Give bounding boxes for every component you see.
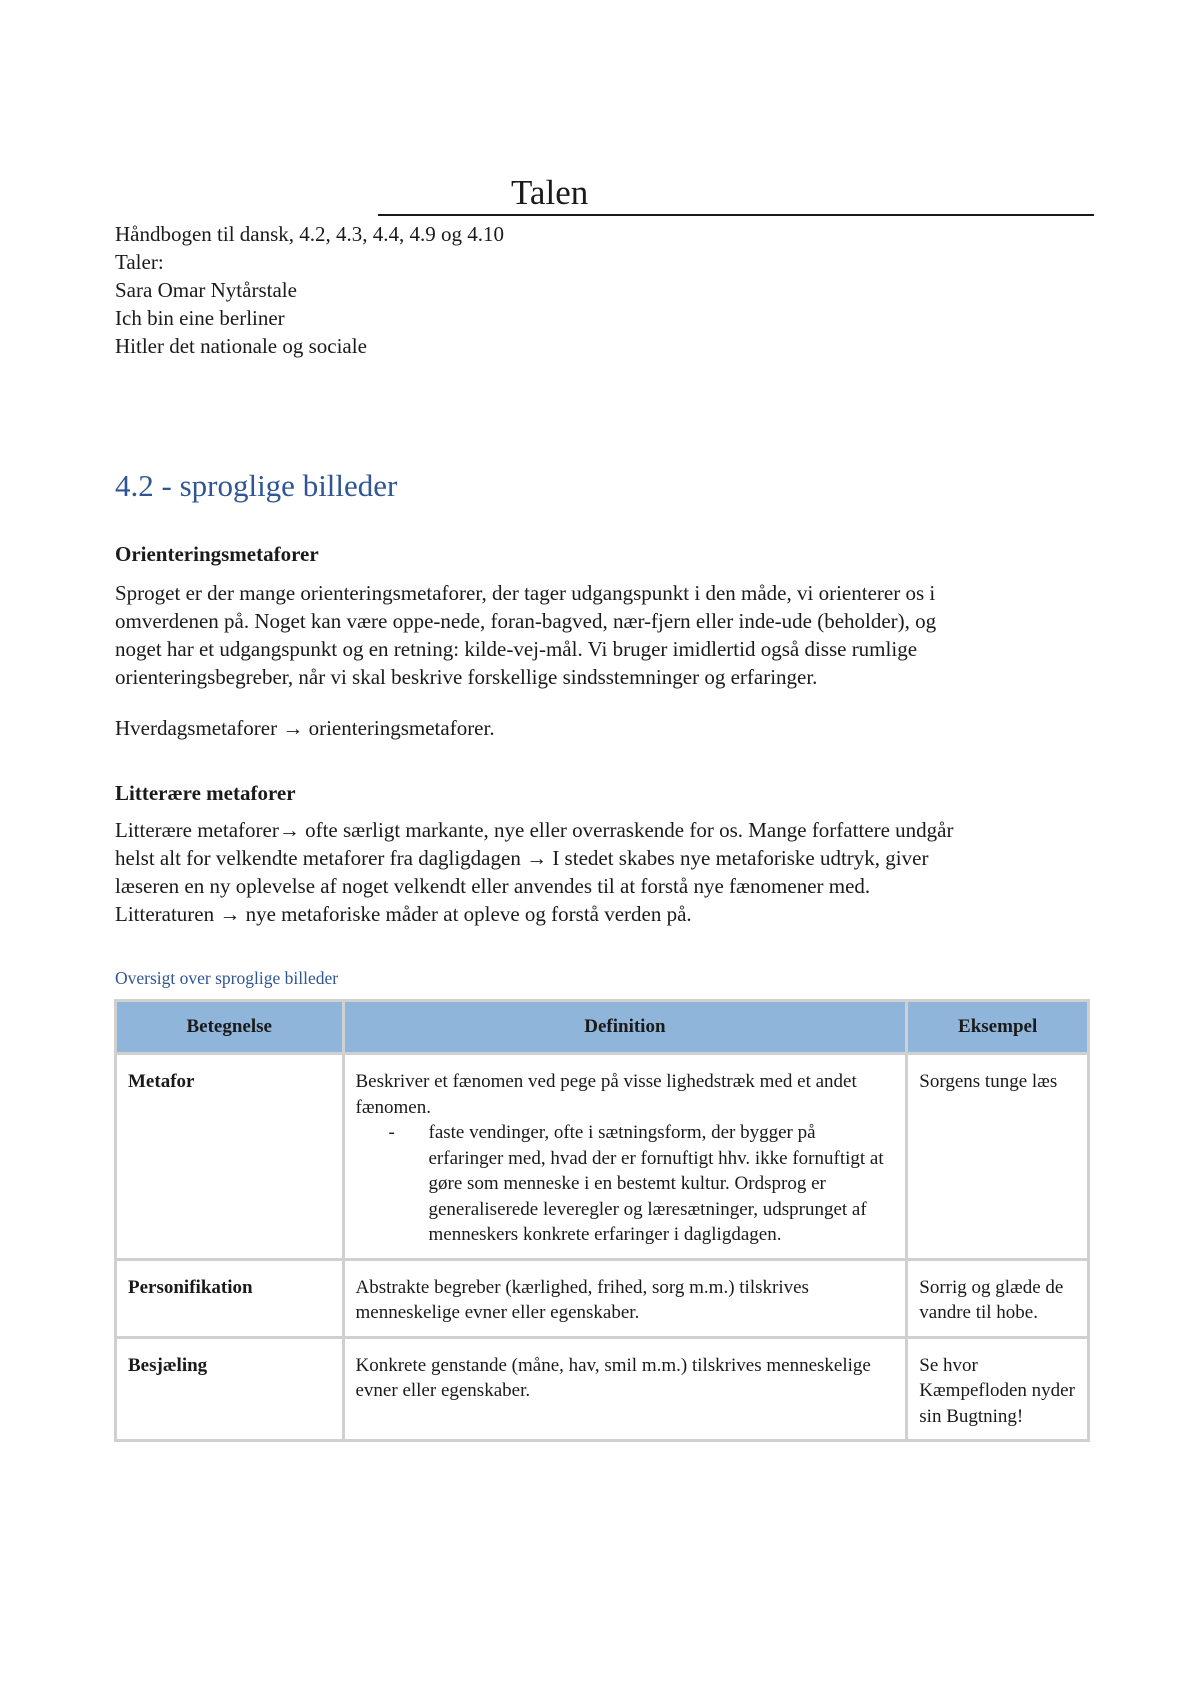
header-betegnelse: Betegnelse	[116, 1001, 344, 1054]
litteraere-paragraph	[115, 816, 1095, 928]
table-header-row	[116, 1001, 1089, 1054]
definition-bullets	[356, 1120, 895, 1248]
list-item	[388, 1120, 895, 1248]
document-title: Talen	[378, 172, 1094, 216]
table-row	[116, 1337, 1089, 1441]
overview-table	[114, 999, 1090, 1442]
definition-text: Beskriver et fænomen ved pege på visse lighedstræk med et andet fænomen.	[355, 1071, 857, 1118]
table-row	[116, 1054, 1089, 1260]
paragraph-line: helst alt for velkendte metaforer fra dagligdagen → I stedet skabes nye metaforiske udtryk, giver	[115, 846, 929, 870]
intro-source-line: Håndbogen til dansk, 4.2, 4.3, 4.4, 4.9 og 4.10	[115, 222, 505, 246]
paragraph-line: Litteraturen → nye metaforiske måder at opleve og forstå verden på.	[115, 902, 692, 926]
orientering-note: Hverdagsmetaforer → orienteringsmetaforer.	[115, 716, 495, 740]
title-block	[378, 172, 1094, 216]
definition-cell	[343, 1054, 907, 1260]
intro-speech-3: Hitler det nationale og sociale	[115, 334, 367, 358]
header-eksempel: Eksempel	[907, 1001, 1089, 1054]
section-heading: 4.2 - sproglige billeder	[115, 468, 398, 503]
intro-speeches-label: Taler:	[115, 250, 164, 274]
bullet-text: faste vendinger, ofte i sætningsform, der bygger på erfaringer med, hvad der er fornuftigt hhv. ikke fornuftigt at gøre som menneske i en bestemt kultur. Ordsprog er generaliserede leveregler og læresætninger, udsprunget af menneskers konkrete erfaringer i dagligdagen.	[428, 1122, 884, 1245]
term-cell: Personifikation	[116, 1259, 344, 1337]
paragraph-line: Sproget er der mange orienteringsmetaforer, der tager udgangspunkt i den måde, vi orienterer os i	[115, 581, 936, 605]
paragraph-line: noget har et udgangspunkt og en retning: kilde-vej-mål. Vi bruger imidlertid også disse rumlige	[115, 637, 918, 661]
paragraph-line: Litterære metaforer→ ofte særligt markante, nye eller overraskende for os. Mange forfattere undgår	[115, 818, 954, 842]
bullet-dash: -	[388, 1122, 395, 1143]
table-row	[116, 1259, 1089, 1337]
intro-speech-2: Ich bin eine berliner	[115, 306, 285, 330]
intro-block	[115, 220, 504, 360]
intro-speech-1: Sara Omar Nytårstale	[115, 278, 297, 302]
table-caption: Oversigt over sproglige billeder	[115, 968, 339, 988]
litteraere-heading: Litterære metaforer	[115, 781, 296, 805]
paragraph-line: orienteringsbegreber, når vi skal beskrive forskellige sindsstemninger og erfaringer.	[115, 665, 818, 689]
definition-cell: Konkrete genstande (måne, hav, smil m.m.) tilskrives menneskelige evner eller egenskaber.	[343, 1337, 907, 1441]
term-cell: Besjæling	[116, 1337, 344, 1441]
paragraph-line: omverdenen på. Noget kan være oppe-nede, foran-bagved, nær-fjern eller inde-ude (beholder), og	[115, 609, 937, 633]
paragraph-line: læseren en ny oplevelse af noget velkendt eller anvendes til at forstå nye fænomener med.	[115, 874, 871, 898]
orientering-paragraph	[115, 579, 1095, 691]
example-cell: Sorgens tunge læs	[907, 1054, 1089, 1260]
header-definition: Definition	[343, 1001, 907, 1054]
definition-cell: Abstrakte begreber (kærlighed, frihed, sorg m.m.) tilskrives menneskelige evner eller egenskaber.	[343, 1259, 907, 1337]
example-cell: Sorrig og glæde de vandre til hobe.	[907, 1259, 1089, 1337]
example-cell: Se hvor Kæmpefloden nyder sin Bugtning!	[907, 1337, 1089, 1441]
orientering-heading: Orienteringsmetaforer	[115, 542, 319, 566]
term-cell: Metafor	[116, 1054, 344, 1260]
